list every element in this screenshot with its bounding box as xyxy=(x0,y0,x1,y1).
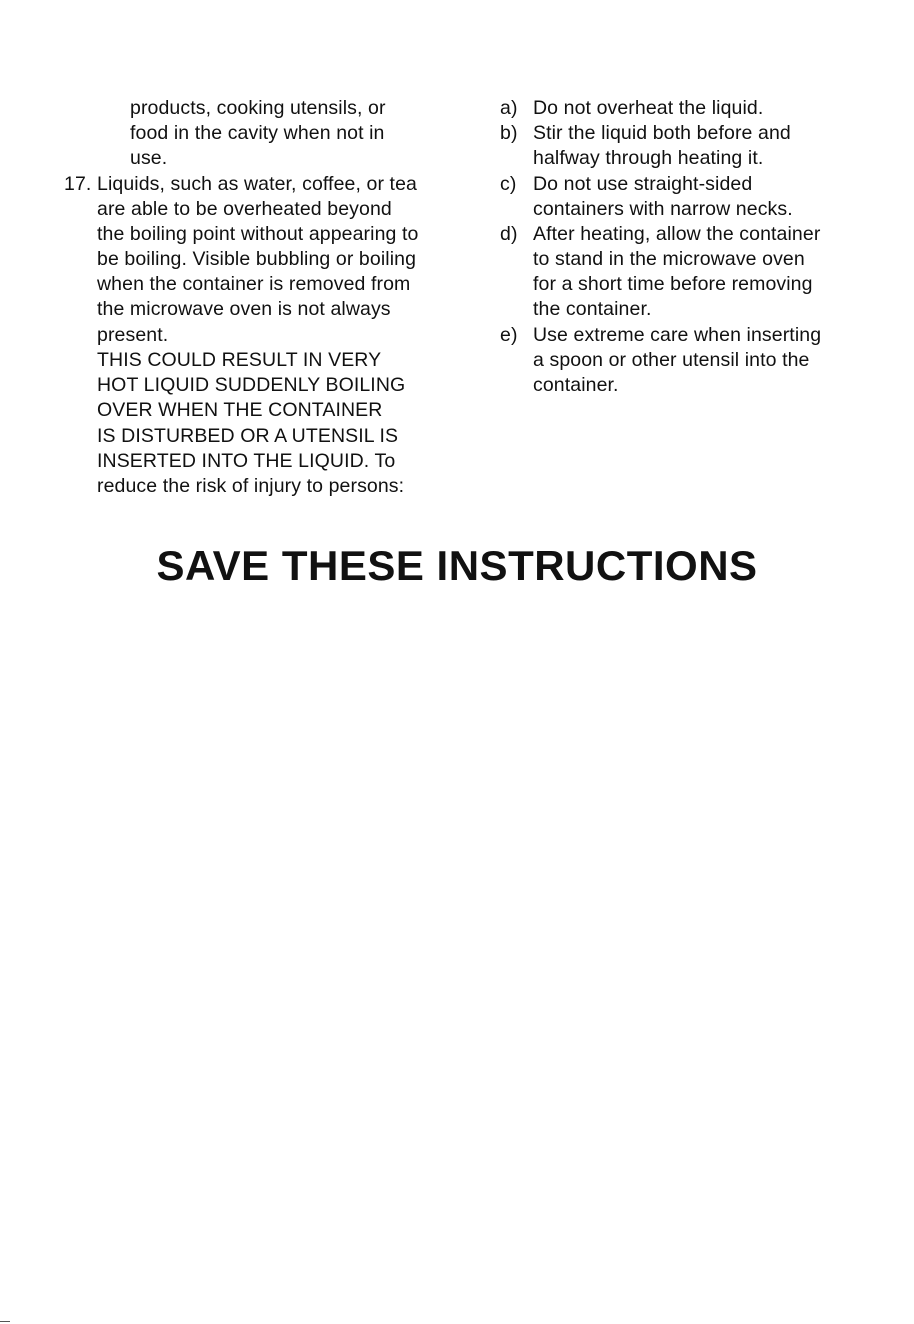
item-d-line-3: for a short time before removing xyxy=(533,273,813,295)
item17-line-9: HOT LIQUID SUDDENLY BOILING xyxy=(97,374,406,396)
save-instructions-heading: SAVE THESE INSTRUCTIONS xyxy=(156,542,758,589)
item-e-line-2: a spoon or other utensil into the xyxy=(533,349,810,371)
item17-line-5: when the container is removed from xyxy=(97,273,411,295)
item17-line-11: IS DISTURBED OR A UTENSIL IS xyxy=(97,425,399,447)
item17-number: 17. xyxy=(64,173,92,195)
item-d-line-2: to stand in the microwave oven xyxy=(533,248,805,270)
item-c-line-1: Do not use straight-sided xyxy=(533,173,753,195)
page-edge-mark xyxy=(0,1321,10,1322)
item17-line-3: the boiling point without appearing to xyxy=(97,223,419,245)
item17-line-4: be boiling. Visible bubbling or boiling xyxy=(97,248,417,270)
item-d-line-4: the container. xyxy=(533,298,652,320)
item-b-line-2: halfway through heating it. xyxy=(533,147,764,169)
item17-line-2: are able to be overheated beyond xyxy=(97,198,392,220)
item-d-line-1: After heating, allow the container xyxy=(533,223,821,245)
item-b-letter: b) xyxy=(500,122,518,144)
item16-continuation-line-2: food in the cavity when not in xyxy=(130,122,385,144)
item16-continuation-line-1: products, cooking utensils, or xyxy=(130,97,386,119)
item-e-letter: e) xyxy=(500,324,518,346)
item17-line-1: Liquids, such as water, coffee, or tea xyxy=(97,173,417,195)
item16-continuation-line-3: use. xyxy=(130,147,168,169)
item-e-line-3: container. xyxy=(533,374,619,396)
item17-line-13: reduce the risk of injury to persons: xyxy=(97,475,405,497)
item-a-letter: a) xyxy=(500,97,518,119)
item-b-line-1: Stir the liquid both before and xyxy=(533,122,791,144)
item17-line-6: the microwave oven is not always xyxy=(97,298,391,320)
item-e-line-1: Use extreme care when inserting xyxy=(533,324,822,346)
item17-line-12: INSERTED INTO THE LIQUID. To xyxy=(97,450,396,472)
item17-line-8: THIS COULD RESULT IN VERY xyxy=(97,349,382,371)
item17-line-10: OVER WHEN THE CONTAINER xyxy=(97,399,383,421)
item-c-letter: c) xyxy=(500,173,517,195)
item17-line-7: present. xyxy=(97,324,169,346)
item-a-line-1: Do not overheat the liquid. xyxy=(533,97,764,119)
item-c-line-2: containers with narrow necks. xyxy=(533,198,793,220)
item-d-letter: d) xyxy=(500,223,518,245)
